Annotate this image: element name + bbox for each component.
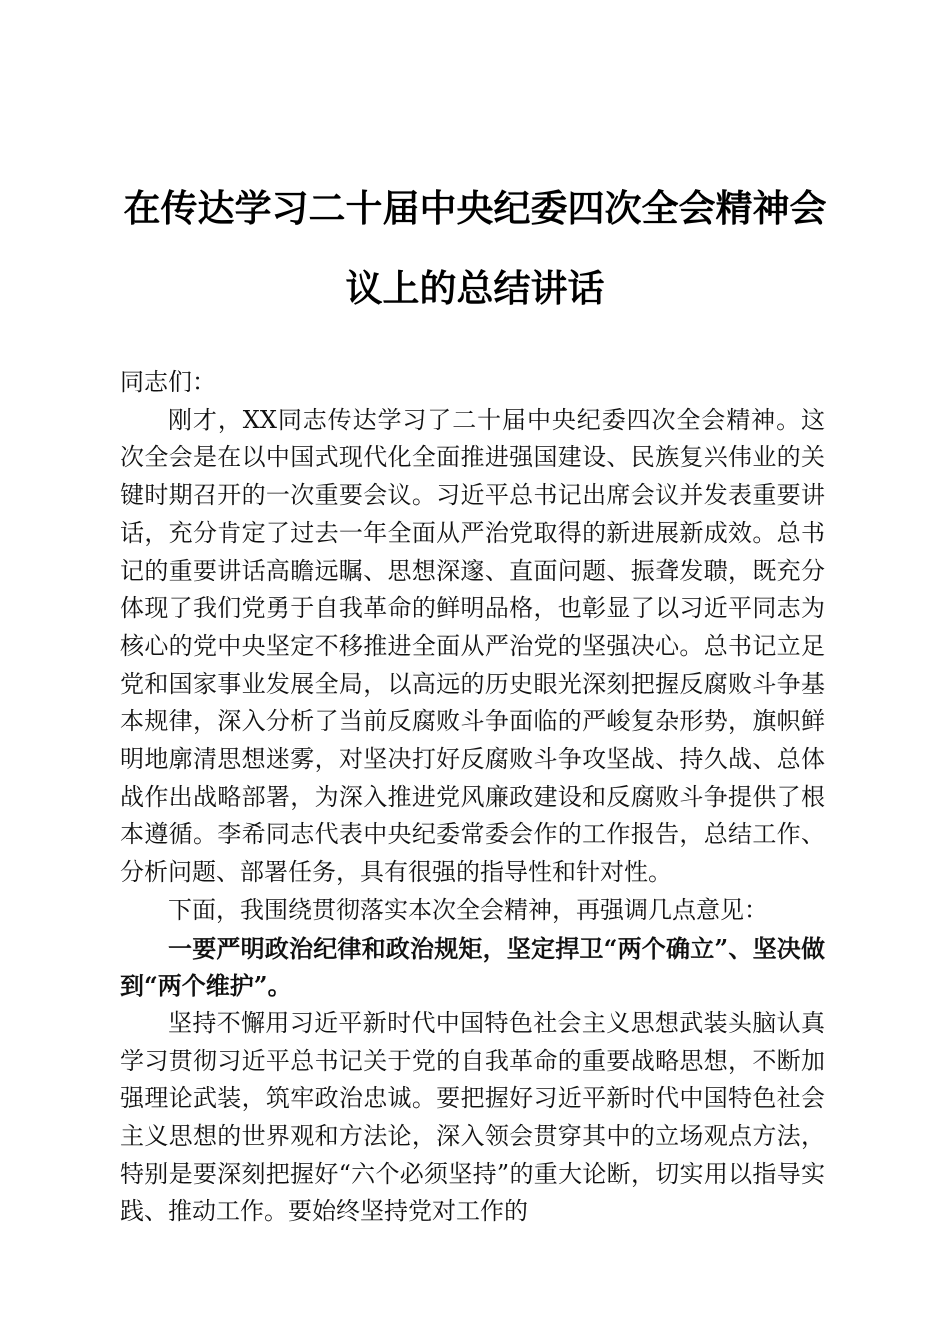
paragraph-intro: 刚才，XX同志传达学习了二十届中央纪委四次全会精神。这次全会是在以中国式现代化全面推进强国建设、民族复兴伟业的关键时期召开的一次重要会议。习近平总书记出席会议并发表重要讲话，充分肯定了过去一年全面从严治党取得的新进展新成效。总书记的重要讲话高瞻远瞩、思想深邃、直面问题、振聋发聩，既充分体现了我们党勇于自我革命的鲜明品格，也彰显了以习近平同志为核心的党中央坚定不移推进全面从严治党的坚强决心。总书记立足党和国家事业发展全局，以高远的历史眼光深刻把握反腐败斗争基本规律，深入分析了当前反腐败斗争面临的严峻复杂形势，旗帜鲜明地廓清思想迷雾，对坚决打好反腐败斗争攻坚战、持久战、总体战作出战略部署，为深入推进党风廉政建设和反腐败斗争提供了根本遵循。李希同志代表中央纪委常委会作的工作报告，总结工作、分析问题、部署任务，具有很强的指导性和针对性。 — [120, 405, 825, 887]
document-body — [120, 364, 825, 1231]
salutation: 同志们： — [120, 368, 216, 396]
paragraph-section-1: 坚持不懈用习近平新时代中国特色社会主义思想武装头脑认真学习贯彻习近平总书记关于党的自我革命的重要战略思想，不断加强理论武装，筑牢政治忠诚。要把握好习近平新时代中国特色社会主义思想的世界观和方法论，深入领会贯穿其中的立场观点方法，特别是要深刻把握好“六个必须坚持”的重大论断，切实用以指导实践、推动工作。要始终坚持党对工作的 — [120, 1008, 825, 1226]
paragraph-transition: 下面，我围绕贯彻落实本次全会精神，再强调几点意见： — [168, 895, 768, 924]
document-title: 在传达学习二十届中央纪委四次全会精神会议上的总结讲话 — [123, 186, 827, 310]
section-heading-1: 一要严明政治纪律和政治规矩，坚定捍卫“两个确立”、坚决做到“两个维护”。 — [120, 933, 825, 1001]
